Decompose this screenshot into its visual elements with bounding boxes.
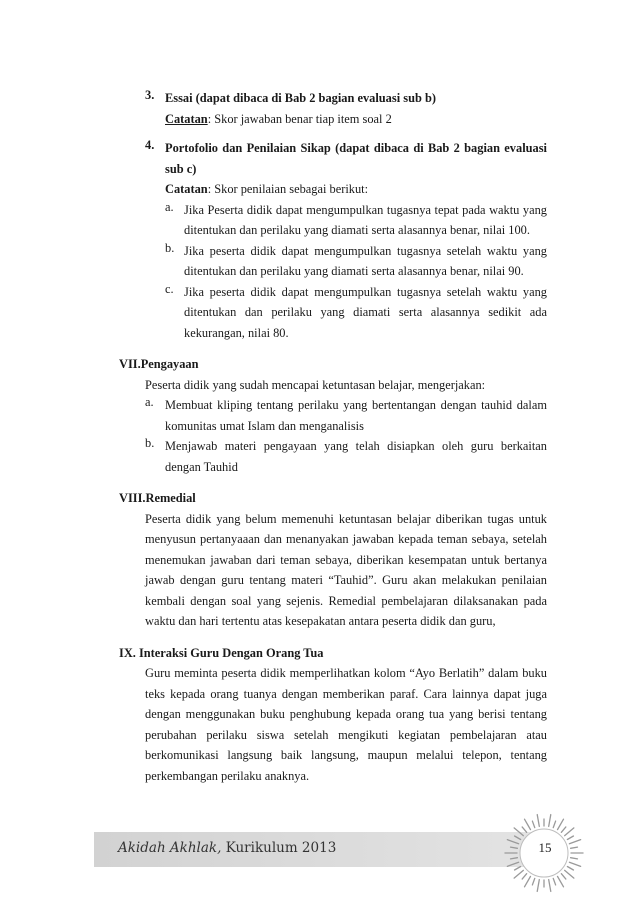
- sun-ray: [537, 880, 539, 892]
- section-heading-pengayaan: VII.Pengayaan: [119, 357, 199, 371]
- sun-ray: [549, 815, 551, 827]
- curriculum-label: Kurikulum 2013: [225, 840, 337, 856]
- item-title: Essai (dapat dibaca di Bab 2 bagian evaluasi sub b): [165, 91, 436, 105]
- sun-ray: [558, 819, 564, 829]
- assessment-item-4: [119, 138, 547, 200]
- sun-ray: [571, 858, 578, 859]
- list-text: Menjawab materi pengayaan yang telah disiapkan oleh guru berkaitan dengan Tauhid: [165, 439, 547, 474]
- note-text: : Skor jawaban benar tiap item soal 2: [207, 111, 392, 126]
- list-text: Jika peserta didik dapat mengumpulkan tugasnya setelah waktu yang ditentukan dan perilaku yang diamati serta alasannya benar, nilai 90.: [184, 243, 547, 278]
- sun-ray: [571, 847, 578, 848]
- item-note: [165, 179, 547, 200]
- note-label: Catatan: [165, 182, 208, 196]
- sun-ray: [511, 847, 518, 848]
- section-heading-interaksi: IX. Interaksi Guru Dengan Orang Tua: [119, 645, 324, 660]
- list-item: [119, 241, 547, 282]
- list-item: [119, 436, 547, 477]
- section-intro: Peserta didik yang sudah mencapai ketuntasan belajar, mengerjakan:: [145, 377, 486, 392]
- sun-ray: [532, 878, 534, 885]
- note-label: Catatan: [165, 111, 208, 126]
- section-body: Peserta didik yang belum memenuhi ketuntasan belajar diberikan tugas untuk menyusun pertanyaaan dan menanyakan jawaban kepada teman sebaya, setelah menemukan jawaban dari teman sebaya, diberikan kesempatan untuk bertanya jawab dengan guru tentang materi “Tauhid”. Guru akan melakukan penilaian kembali dengan soal yang sejenis. Remedial pembelajaran dilaksanakan pada waktu dan hari tertentu atas kesepakatan antara peserta didik dan guru,: [145, 511, 547, 628]
- list-letter: b.: [145, 436, 155, 450]
- list-item: [119, 395, 547, 436]
- sun-ray: [553, 821, 555, 828]
- sun-ray: [507, 862, 518, 866]
- sun-ray: [522, 827, 526, 832]
- page-number: 15: [538, 840, 552, 855]
- item-number: 3.: [145, 88, 155, 102]
- sun-ray: [558, 876, 564, 886]
- item-note: [165, 109, 547, 130]
- item-title: Portofolio dan Penilaian Sikap (dapat dibaca di Bab 2 bagian evaluasi sub c): [165, 141, 547, 176]
- list-text: Jika Peserta didik dapat mengumpulkan tugasnya tepat pada waktu yang ditentukan dan perilaku yang diamati serta alasannya benar, nilai 100.: [184, 202, 547, 237]
- note-text: : Skor penilaian sebagai berikut:: [207, 182, 369, 196]
- list-item: [119, 200, 547, 241]
- sun-ray: [511, 858, 518, 859]
- sun-ray: [549, 880, 551, 892]
- sun-ray: [569, 840, 580, 844]
- assessment-item-3: [119, 88, 547, 129]
- book-title: Akidah Akhlak,: [118, 840, 222, 856]
- list-letter: a.: [165, 199, 174, 214]
- list-letter: a.: [145, 395, 154, 409]
- sun-ray: [567, 867, 573, 871]
- sun-ray: [569, 862, 580, 866]
- sun-ray: [514, 870, 523, 878]
- item-number: 4.: [145, 138, 155, 152]
- sun-ray: [537, 815, 539, 827]
- sun-ray: [525, 876, 531, 886]
- list-letter: c.: [165, 281, 174, 296]
- section-heading-remedial: VIII.Remedial: [119, 491, 196, 505]
- list-item: [119, 282, 547, 344]
- list-letter: b.: [165, 240, 175, 255]
- sun-ray: [515, 836, 521, 840]
- list-text: Jika peserta didik dapat mengumpulkan tugasnya setelah waktu yang ditentukan dan perilaku yang diamati serta alasannya sedikit ada kekurangan, nilai 80.: [184, 284, 547, 340]
- list-text: Membuat kliping tentang perilaku yang bertentangan dengan tauhid dalam komunitas umat Islam dan menganalisis: [165, 398, 547, 433]
- footer-title: [118, 840, 336, 856]
- sun-ray: [507, 840, 518, 844]
- sun-ray: [532, 821, 534, 828]
- sun-ray: [561, 874, 565, 879]
- sun-ray: [565, 828, 574, 836]
- page-content: [119, 88, 547, 786]
- sun-ray: [525, 819, 531, 829]
- sun-ray: [567, 836, 573, 840]
- sun-ray: [553, 878, 555, 885]
- sun-ray: [515, 867, 521, 871]
- sun-ray: [565, 870, 574, 878]
- sun-ray: [514, 828, 523, 836]
- sun-ray: [561, 827, 565, 832]
- section-body: Guru meminta peserta didik memperlihatkan kolom “Ayo Berlatih” dalam buku teks kepada orang tuanya dengan memberikan paraf. Cara lainnya dapat juga dengan menggunakan buku penghubung kepada orang tua yang berisi tentang perubahan perilaku siswa setelah mengikuti kegiatan pembelajaran atau berkomunikasi langsung baik langsung, maupun melalui telepon, tentang perkembangan perilaku anaknya.: [145, 666, 547, 783]
- sun-ray: [522, 874, 526, 879]
